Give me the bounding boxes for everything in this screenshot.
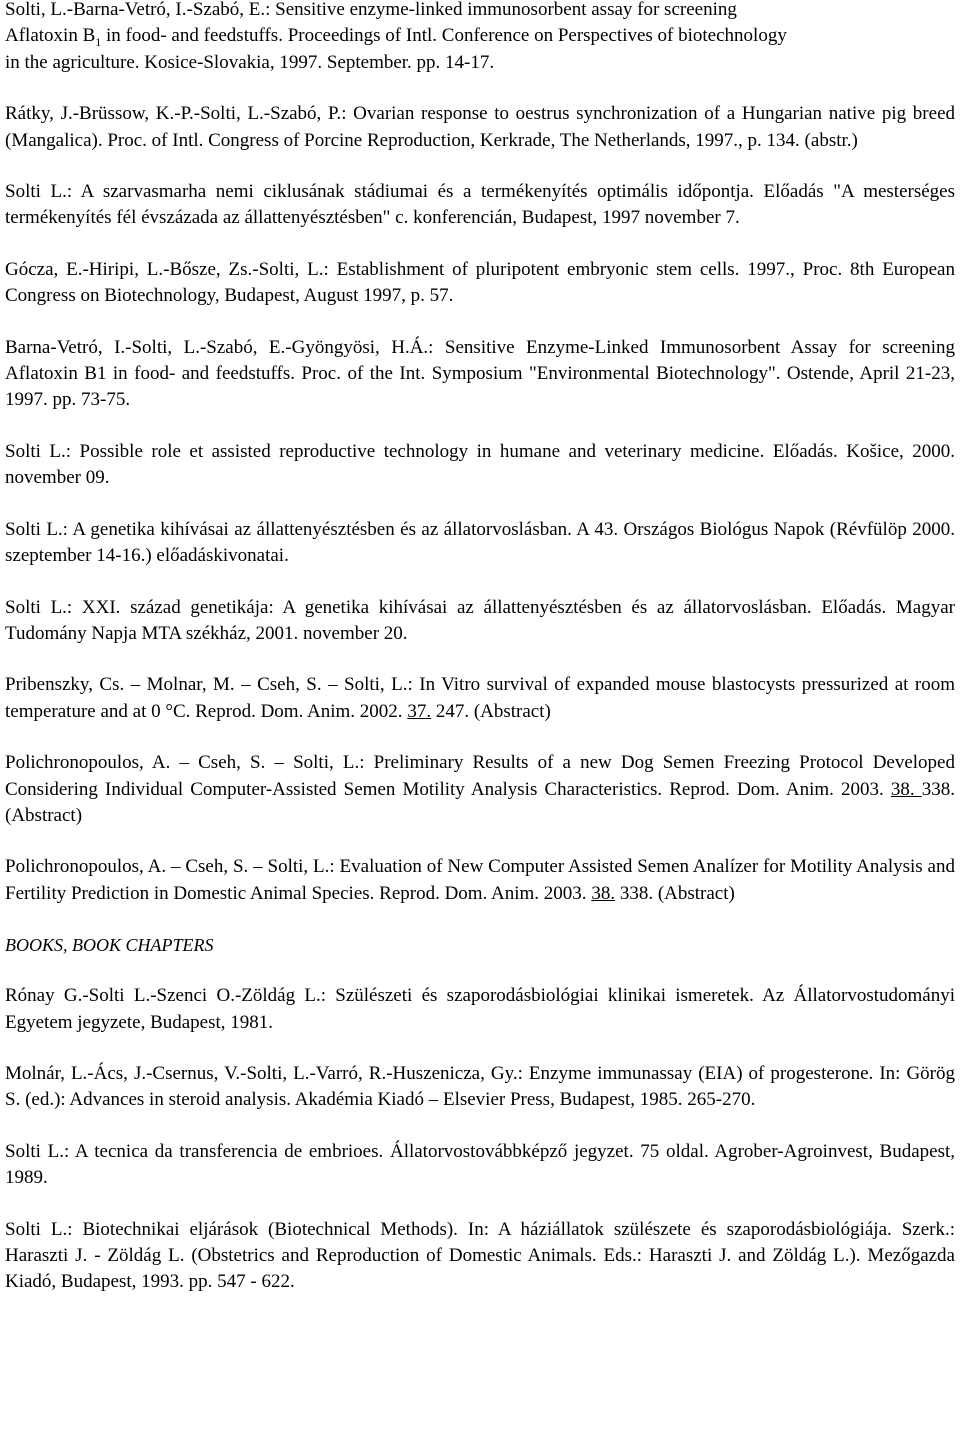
volume-number: 38. [890,778,922,800]
reference-entry [5,0,955,76]
book-entry: Solti L.: Biotechnikai eljárások (Biotechnical Methods). In: A háziállatok szülészete és szaporodásbiológiája. Szerk.: Haraszti J. - Zöldág L. (Obstetrics and Reproduction of Domestic Animals. Eds.: Haraszti J. and Zöldág L.). Mezőgazda Kiadó, Budapest, 1993. pp. 547 - 622. [5,1218,955,1293]
reference-text: Polichronopoulos, A. – Cseh, S. – Solti, L.: Evaluation of New Computer Assisted Semen Analízer for Motility Analysis and Fertility Prediction in Domestic Animal Species. Reprod. Dom. Anim. 2003. [5,856,955,904]
volume-number: 37. [407,700,432,722]
reference-line: in the agriculture. Kosice-Slovakia, 1997. September. pp. 14-17. [5,51,495,73]
reference-text: 338. (Abstract) [5,778,956,826]
reference-entry: Solti L.: A szarvasmarha nemi ciklusának stádiumai és a termékenyítés optimális időpontja. Előadás "A mesterséges termékenyítés fél évszázada az állattenyésztésben" c. konferencián, Budapest, 1997 november 7. [5,181,955,229]
reference-entry: Barna-Vetró, I.-Solti, L.-Szabó, E.-Gyöngyösi, H.Á.: Sensitive Enzyme-Linked Immunosorbent Assay for screening Aflatoxin B1 in food- and feedstuffs. Proc. of the Int. Symposium "Environmental Biotechnology". Ostende, April 21-23, 1997. pp. 73-75. [5,336,955,411]
reference-text: Polichronopoulos, A. – Cseh, S. – Solti, L.: Preliminary Results of a new Dog Semen Freezing Protocol Developed Considering Individual Computer-Assisted Semen Motility Analysis Characteristics. Reprod. Dom. Anim. 2003. [5,752,955,800]
reference-text: Aflatoxin B [5,25,96,47]
section-heading: BOOKS, BOOK CHAPTERS [5,935,214,956]
reference-text: Pribenszky, Cs. – Molnar, M. – Cseh, S. – Solti, L.: In Vitro survival of expanded mouse blastocysts pressurized at room temperature and at 0 °C. Reprod. Dom. Anim. 2002. [5,674,955,722]
reference-text: in food- and feedstuffs. Proceedings of Intl. Conference on Perspectives of biotechnology [101,25,787,47]
reference-entry: Solti L.: XXI. század genetikája: A genetika kihívásai az állattenyésztésben és az állatorvoslásban. Előadás. Magyar Tudomány Napja MTA székház, 2001. november 20. [5,596,955,644]
reference-entry: Solti L.: A genetika kihívásai az állattenyésztésben és az állatorvoslásban. A 43. Országos Biológus Napok (Révfülöp 2000. szeptember 14-16.) előadáskivonatai. [5,518,955,567]
reference-text: 247. (Abstract) [431,700,551,722]
reference-line [5,23,955,49]
volume-number: 38. [591,882,616,904]
reference-entry [5,672,955,725]
reference-text: 338. (Abstract) [615,882,735,904]
subscript: 1 [95,35,102,50]
reference-entry: Rátky, J.-Brüssow, K.-P.-Solti, L.-Szabó, P.: Ovarian response to oestrus synchronization of a Hungarian native pig breed (Mangalica). Proc. of Intl. Congress of Porcine Reproduction, Kerkrade, The Netherlands, 1997., p. 134. (abstr.) [5,103,955,151]
reference-entry [5,854,955,907]
reference-entry: Gócza, E.-Hiripi, L.-Bősze, Zs.-Solti, L.: Establishment of pluripotent embryonic stem cells. 1997., Proc. 8th European Congress on Biotechnology, Budapest, August 1997, p. 57. [5,258,955,307]
reference-entry: Solti L.: Possible role et assisted reproductive technology in humane and veterinary medicine. Előadás. Košice, 2000. november 09. [5,440,955,489]
book-entry: Rónay G.-Solti L.-Szenci O.-Zöldág L.: Szülészeti és szaporodásbiológiai klinikai ismeretek. Az Állatorvostudományi Egyetem jegyzete, Budapest, 1981. [5,985,955,1033]
reference-line: Solti, L.-Barna-Vetró, I.-Szabó, E.: Sensitive enzyme-linked immunosorbent assay for screening [5,0,737,20]
reference-entry [5,750,955,829]
book-entry: Solti L.: A tecnica da transferencia de embrioes. Állatorvostovábbképző jegyzet. 75 oldal. Agrober-Agroinvest, Budapest, 1989. [5,1140,955,1189]
book-entry: Molnár, L.-Ács, J.-Csernus, V.-Solti, L.-Varró, R.-Huszenicza, Gy.: Enzyme immunassay (EIA) of progesterone. In: Görög S. (ed.): Advances in steroid analysis. Akadémia Kiadó – Elsevier Press, Budapest, 1985. 265-270. [5,1062,955,1111]
